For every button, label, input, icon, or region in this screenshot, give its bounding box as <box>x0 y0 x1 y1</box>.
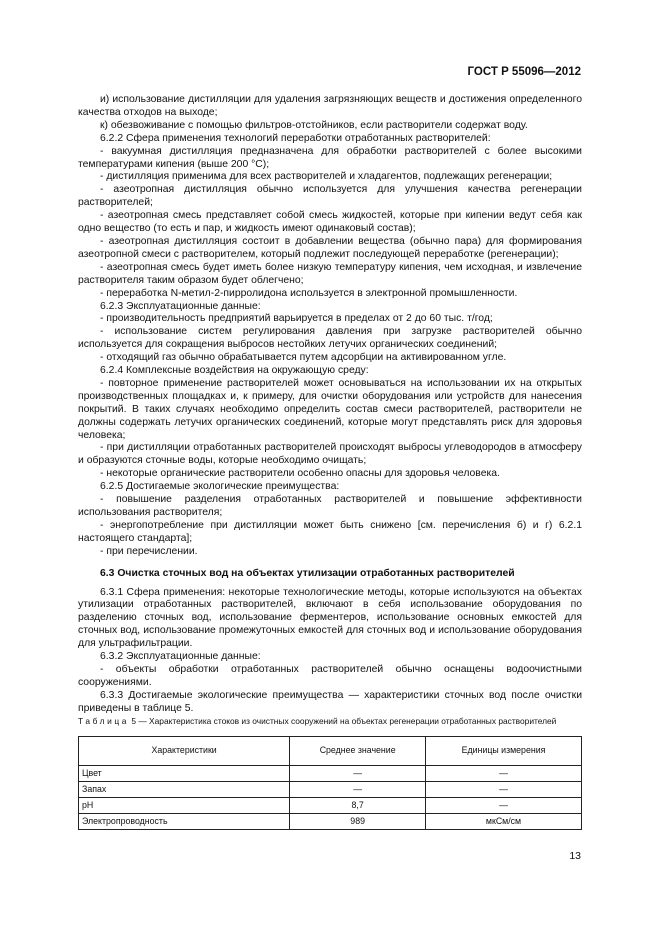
section-heading: 6.3 Очистка сточных вод на объектах утилизации отработанных растворителей <box>100 567 515 579</box>
characteristics-table <box>78 736 582 830</box>
table-cell: pH <box>79 797 290 813</box>
paragraph: - азеотропная дистилляция состоит в добавлении вещества (обычно пара) для формирования азеотропной смеси с растворителем, который подлежит последующей переработке (регенерации); <box>78 235 582 260</box>
column-header: Характеристики <box>79 736 290 765</box>
table-row <box>79 781 582 797</box>
table-cell: — <box>290 765 426 781</box>
paragraph: - переработка N-метил-2-пирролидона используется в электронной промышленности. <box>100 287 518 299</box>
paragraph: 6.2.4 Комплексные воздействия на окружающую среду: <box>100 365 369 377</box>
paragraph: 6.3.2 Эксплуатационные данные: <box>100 651 261 663</box>
table-cell: — <box>426 781 582 797</box>
table-cell: — <box>426 765 582 781</box>
paragraph: - азеотропная смесь будет иметь более низкую температуру кипения, чем исходная, и извлечение растворителя таким образом будет облегчено; <box>78 261 582 286</box>
document-header: ГОСТ Р 55096—2012 <box>467 66 581 78</box>
paragraph: 6.3.3 Достигаемые экологические преимущества — характеристики сточных вод после очистки приведены в таблице 5. <box>78 689 582 714</box>
table-cell: — <box>290 781 426 797</box>
paragraph: - повышение разделения отработанных растворителей и повышение эффективности использования растворителя; <box>78 494 582 518</box>
paragraph: - азеотропная дистилляция обычно используется для улучшения качества регенерации растворителей; <box>78 184 582 209</box>
paragraph: к) обезвоживание с помощью фильтров-отстойников, если растворители содержат воду. <box>100 119 528 131</box>
table-cell: — <box>426 797 582 813</box>
table-cell: 989 <box>290 813 426 829</box>
paragraph: - повторное применение растворителей может основываться на использовании их на открытых производственных площадках и, к примеру, для очистки оборудования или устройств для нанесения покрытий. В таких случаях необходимо определить состав смеси растворителей, растворители не должны содержать летучих органических соединений, которые могут представлять риск для здоровья человека; <box>78 377 582 441</box>
paragraph: 6.3.1 Сфера применения: некоторые технологические методы, которые используются на объектах утилизации отработанных растворителей, включают в себя использование оборудования по разделению сточных вод, использование ферментеров, использование основных емкостей для сточных вод, использование промежуточных емкостей для сточных вод и использование оборудования для ультрафильтрации. <box>78 586 582 650</box>
paragraph: - вакуумная дистилляция предназначена для обработки растворителей с более высокими температурами кипения (выше 200 °C); <box>78 145 582 170</box>
column-header: Среднее значение <box>290 736 426 765</box>
paragraph: - дистилляция применима для всех растворителей и хладагентов, подлежащих регенерации; <box>100 171 553 183</box>
table-cell: Электропроводность <box>79 813 290 829</box>
paragraph: - энергопотребление при дистилляции может быть снижено [см. перечисления б) и г) 6.2.1 настоящего стандарта]; <box>78 519 582 544</box>
paragraph: - азеотропная смесь представляет собой смесь жидкостей, которые при кипении ведут себя как одно вещество (то есть и пар, и жидкость имеют одинаковый состав); <box>78 210 582 235</box>
table-header-row <box>79 736 582 765</box>
paragraph: - при перечислении. <box>100 545 198 557</box>
table-cell: Запах <box>79 781 290 797</box>
paragraph: - некоторые органические растворители особенно опасны для здоровья человека. <box>100 468 500 480</box>
table-row <box>79 765 582 781</box>
page-number: 13 <box>569 850 581 862</box>
table-row <box>79 797 582 813</box>
table-caption-text: 5 — Характеристика стоков из очистных сооружений на объектах регенерации отработанных растворителей <box>131 715 557 726</box>
paragraph: - производительность предприятий варьируется в пределах от 2 до 60 тыс. т/год; <box>100 313 493 325</box>
paragraph: 6.2.5 Достигаемые экологические преимущества: <box>100 481 340 493</box>
table-caption <box>78 716 582 727</box>
table-caption-label: Таблица <box>78 715 130 726</box>
table-cell: 8,7 <box>290 797 426 813</box>
table-row <box>79 813 582 829</box>
paragraph: - объекты обработки отработанных растворителей обычно оснащены водоочистными сооружениями. <box>78 663 582 688</box>
paragraph: 6.2.2 Сфера применения технологий переработки отработанных растворителей: <box>100 132 491 144</box>
table-cell: Цвет <box>79 765 290 781</box>
paragraph: и) использование дистилляции для удаления загрязняющих веществ и достижения определенного качества отходов на выходе; <box>78 94 582 118</box>
paragraph: - отходящий газ обычно обрабатывается путем адсорбции на активированном угле. <box>100 352 507 364</box>
paragraph: - использование систем регулирования давления при загрузке растворителей обычно используется для сокращения выбросов нестойких летучих органических соединений; <box>78 326 582 351</box>
table-cell: мкСм/см <box>426 813 582 829</box>
document-body <box>78 94 582 830</box>
paragraph: - при дистилляции отработанных растворителей происходят выбросы углеводородов в атмосферу и образуются сточные воды, которые необходимо очищать; <box>78 442 582 467</box>
column-header: Единицы измерения <box>426 736 582 765</box>
paragraph: 6.2.3 Эксплуатационные данные: <box>100 300 261 312</box>
